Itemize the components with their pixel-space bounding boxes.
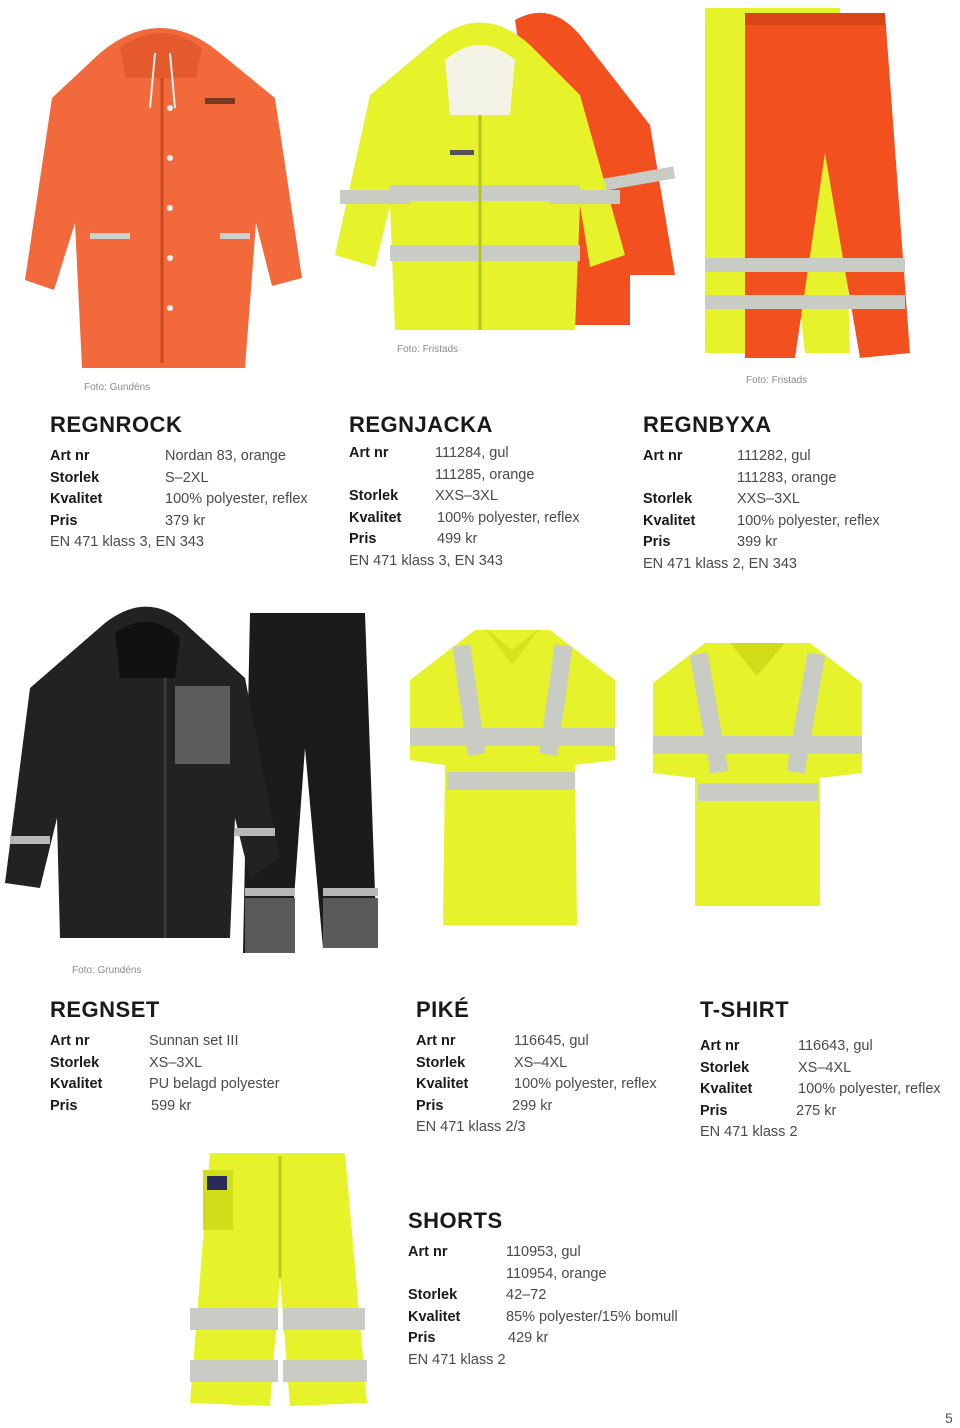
standard-text: EN 471 klass 2 bbox=[700, 1124, 798, 1140]
kvalitet-label: Kvalitet bbox=[50, 491, 103, 507]
storlek-label: Storlek bbox=[349, 488, 399, 504]
storlek-value: 42–72 bbox=[506, 1287, 547, 1303]
standard-text: EN 471 klass 3, EN 343 bbox=[50, 534, 204, 550]
standard-text: EN 471 klass 2 bbox=[408, 1351, 506, 1368]
artnr-label: Art nr bbox=[643, 448, 683, 464]
regnjacka-specs bbox=[349, 443, 639, 572]
regnbyxa-specs bbox=[643, 446, 943, 575]
storlek-label: Storlek bbox=[643, 491, 693, 507]
standard-text: EN 471 klass 2, EN 343 bbox=[643, 555, 797, 572]
kvalitet-value: 100% polyester, reflex bbox=[437, 509, 580, 526]
regnbyxa-title: REGNBYXA bbox=[643, 412, 772, 437]
standard-text: EN 471 klass 2/3 bbox=[416, 1119, 526, 1135]
storlek-label: Storlek bbox=[408, 1287, 458, 1303]
artnr-value-2: 111285, orange bbox=[435, 466, 535, 483]
storlek-label: Storlek bbox=[50, 469, 100, 486]
kvalitet-label: Kvalitet bbox=[643, 512, 696, 529]
regnrock-specs bbox=[50, 446, 330, 554]
regnjacka-photo-credit: Foto: Fristads bbox=[397, 344, 459, 355]
artnr-value-2: 111283, orange bbox=[737, 469, 837, 486]
pris-value: 429 kr bbox=[508, 1330, 549, 1346]
artnr-value: 111284, gul bbox=[435, 445, 509, 461]
storlek-value: XXS–3XL bbox=[435, 488, 498, 504]
storlek-label: Storlek bbox=[416, 1054, 466, 1071]
tshirt-title: T-SHIRT bbox=[700, 997, 790, 1022]
artnr-label: Art nr bbox=[408, 1244, 448, 1260]
pris-label: Pris bbox=[700, 1102, 728, 1119]
pike-title: PIKÉ bbox=[416, 997, 470, 1022]
kvalitet-label: Kvalitet bbox=[700, 1081, 753, 1097]
pris-label: Pris bbox=[643, 534, 671, 550]
artnr-value: 116643, gul bbox=[798, 1038, 873, 1054]
storlek-label: Storlek bbox=[50, 1054, 100, 1071]
kvalitet-value: PU belagd polyester bbox=[149, 1076, 280, 1092]
shorts-specs bbox=[408, 1242, 708, 1371]
artnr-value: 111282, gul bbox=[737, 448, 811, 464]
shorts-title: SHORTS bbox=[408, 1208, 503, 1233]
kvalitet-value: 85% polyester/15% bomull bbox=[506, 1308, 678, 1325]
polo-image bbox=[405, 620, 620, 930]
kvalitet-label: Kvalitet bbox=[50, 1076, 103, 1092]
pris-label: Pris bbox=[50, 1097, 78, 1114]
regnset-specs bbox=[50, 1031, 340, 1117]
storlek-value: XS–4XL bbox=[798, 1059, 852, 1076]
regnrock-title: REGNROCK bbox=[50, 412, 183, 437]
kvalitet-label: Kvalitet bbox=[408, 1308, 461, 1325]
artnr-label: Art nr bbox=[50, 448, 90, 464]
pris-value: 379 kr bbox=[165, 512, 206, 529]
pris-value: 599 kr bbox=[151, 1097, 192, 1114]
shorts-image bbox=[185, 1148, 375, 1410]
kvalitet-label: Kvalitet bbox=[349, 509, 402, 526]
kvalitet-value: 100% polyester, reflex bbox=[165, 491, 308, 507]
pris-value: 299 kr bbox=[512, 1097, 553, 1114]
artnr-label: Art nr bbox=[349, 445, 389, 461]
kvalitet-value: 100% polyester, reflex bbox=[737, 512, 880, 529]
storlek-label: Storlek bbox=[700, 1059, 750, 1076]
page-number: 5 bbox=[945, 1410, 953, 1426]
regnrock-photo-credit: Foto: Gundéns bbox=[84, 382, 151, 393]
storlek-value: XXS–3XL bbox=[737, 491, 800, 507]
tshirt-specs bbox=[700, 1036, 955, 1144]
rain-trousers-image bbox=[700, 3, 915, 368]
artnr-value: 110953, gul bbox=[506, 1244, 581, 1260]
storlek-value: XS–4XL bbox=[514, 1054, 568, 1071]
artnr-label: Art nr bbox=[416, 1033, 456, 1049]
pris-label: Pris bbox=[50, 512, 78, 529]
kvalitet-value: 100% polyester, reflex bbox=[514, 1076, 657, 1092]
rainset-image bbox=[5, 598, 380, 960]
pris-value: 275 kr bbox=[796, 1102, 837, 1119]
regnbyxa-photo-credit: Foto: Fristads bbox=[746, 375, 808, 386]
artnr-value: Nordan 83, orange bbox=[165, 448, 286, 464]
artnr-value: Sunnan set III bbox=[149, 1033, 239, 1049]
regnset-photo-credit: Foto: Grundéns bbox=[72, 965, 142, 976]
artnr-label: Art nr bbox=[700, 1038, 740, 1054]
pris-value: 499 kr bbox=[437, 531, 478, 547]
regnjacka-title: REGNJACKA bbox=[349, 412, 493, 437]
pris-label: Pris bbox=[349, 531, 377, 547]
storlek-value: XS–3XL bbox=[149, 1054, 203, 1071]
storlek-value: S–2XL bbox=[165, 469, 209, 486]
pike-specs bbox=[416, 1031, 691, 1139]
pris-label: Pris bbox=[408, 1330, 436, 1346]
tshirt-image bbox=[650, 638, 865, 910]
artnr-label: Art nr bbox=[50, 1033, 90, 1049]
regnset-title: REGNSET bbox=[50, 997, 160, 1022]
kvalitet-value: 100% polyester, reflex bbox=[798, 1081, 941, 1097]
raincoat-image bbox=[20, 8, 305, 373]
artnr-value-2: 110954, orange bbox=[506, 1265, 607, 1282]
standard-text: EN 471 klass 3, EN 343 bbox=[349, 552, 503, 569]
pris-value: 399 kr bbox=[737, 534, 778, 550]
kvalitet-label: Kvalitet bbox=[416, 1076, 469, 1092]
pris-label: Pris bbox=[416, 1097, 444, 1114]
artnr-value: 116645, gul bbox=[514, 1033, 589, 1049]
rain-jacket-image bbox=[330, 5, 680, 335]
